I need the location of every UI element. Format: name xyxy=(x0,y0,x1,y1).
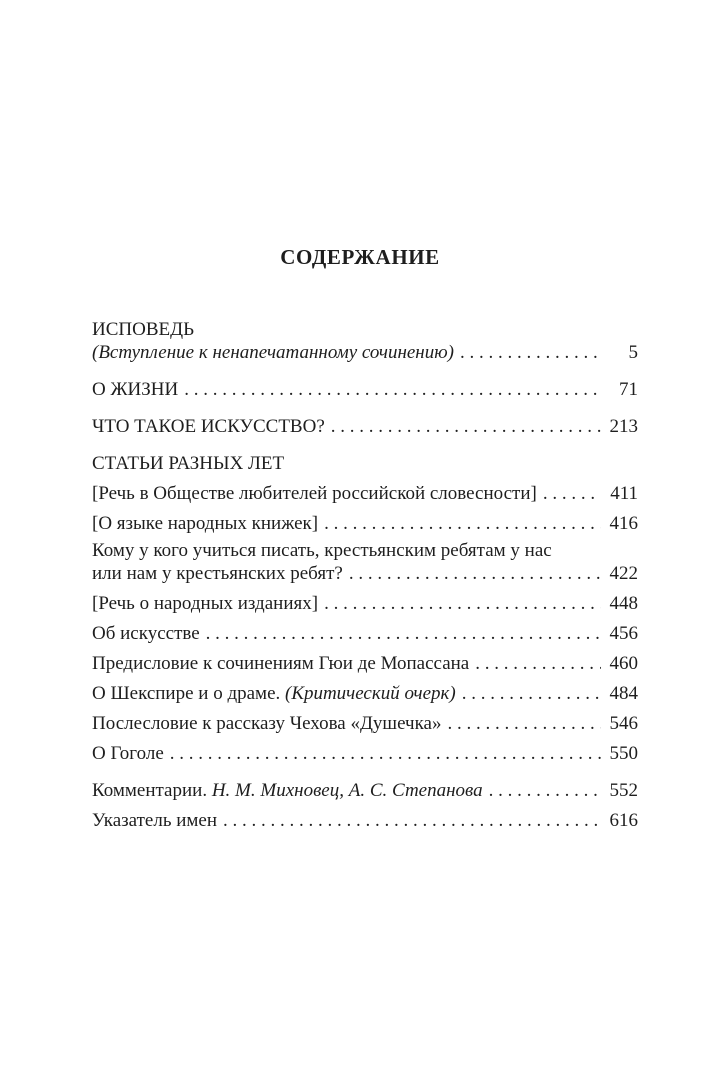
toc-entry-text: [О языке народных книжек] xyxy=(92,513,319,534)
toc-entry-text: Об искусстве xyxy=(92,623,200,644)
toc-entry-text: или нам у крестьянских ребят? xyxy=(92,563,343,584)
toc-entry xyxy=(92,512,638,535)
toc-entry xyxy=(92,378,638,401)
toc-entry xyxy=(92,779,638,802)
toc-entry-title xyxy=(92,482,537,505)
toc-entry xyxy=(92,742,638,765)
toc-entry-title xyxy=(92,378,178,401)
toc-entry-text: О Гоголе xyxy=(92,743,164,764)
table-of-contents xyxy=(92,318,638,832)
toc-entry-text: Послесловие к рассказу Чехова «Душечка» xyxy=(92,713,442,734)
page-number: 546 xyxy=(609,713,638,734)
page-number: 552 xyxy=(609,780,638,801)
toc-entry-text: ИСПОВЕДЬ xyxy=(92,319,194,340)
toc-entry-title xyxy=(92,415,325,438)
dot-leader xyxy=(462,682,601,705)
toc-entry-title xyxy=(92,592,318,615)
toc-entry-title xyxy=(92,622,200,645)
dot-leader xyxy=(475,652,601,675)
toc-entry-italic: Н. М. Михновец, А. С. Степанова xyxy=(207,780,483,801)
page-number: 550 xyxy=(609,743,638,764)
toc-entry-title xyxy=(92,809,217,832)
toc-entry xyxy=(92,809,638,832)
toc-entry-title xyxy=(92,712,441,735)
dot-leader xyxy=(206,622,601,645)
toc-entry xyxy=(92,482,638,505)
toc-entry-title xyxy=(92,452,284,475)
toc-entry xyxy=(92,341,638,364)
toc-entry-text: Комментарии. xyxy=(92,780,208,801)
toc-entry-title xyxy=(92,742,164,765)
toc-entry-text: Кому у кого учиться писать, крестьянским ребятам у нас xyxy=(92,540,552,561)
toc-entry xyxy=(92,592,638,615)
toc-entry xyxy=(92,622,638,645)
toc-entry-italic: (Вступление к ненапечатанному сочинению) xyxy=(92,342,454,363)
toc-entry xyxy=(92,415,638,438)
toc-entry-title xyxy=(92,652,469,675)
toc-entry xyxy=(92,652,638,675)
toc-entry-text: ЧТО ТАКОЕ ИСКУССТВО? xyxy=(92,416,325,437)
toc-entry-title xyxy=(92,318,194,341)
page-number: 5 xyxy=(628,342,638,363)
toc-entry-text: СТАТЬИ РАЗНЫХ ЛЕТ xyxy=(92,453,285,474)
dot-leader xyxy=(447,712,601,735)
toc-entry xyxy=(92,682,638,705)
toc-entry-title xyxy=(92,512,318,535)
page-number: 71 xyxy=(619,379,638,400)
dot-leader xyxy=(324,592,601,615)
page-number: 484 xyxy=(609,683,638,704)
page-number: 411 xyxy=(610,483,638,504)
toc-entry xyxy=(92,562,638,585)
toc-entry xyxy=(92,539,638,562)
toc-entry-text: О Шекспире и о драме. xyxy=(92,683,281,704)
dot-leader xyxy=(543,482,601,505)
dot-leader xyxy=(349,562,601,585)
toc-entry-text: Предисловие к сочинениям Гюи де Мопассана xyxy=(92,653,470,674)
toc-entry-text: [Речь в Обществе любителей российской словесности] xyxy=(92,483,537,504)
toc-entry-title xyxy=(92,682,456,705)
page-number: 213 xyxy=(609,416,638,437)
page-number: 448 xyxy=(609,593,638,614)
toc-section-heading xyxy=(92,452,638,475)
dot-leader xyxy=(460,341,601,364)
toc-entry-text: Указатель имен xyxy=(92,810,218,831)
dot-leader xyxy=(170,742,601,765)
toc-entry xyxy=(92,712,638,735)
toc-entry-title xyxy=(92,562,343,585)
dot-leader xyxy=(184,378,601,401)
page-number: 422 xyxy=(609,563,638,584)
toc-entry-text: [Речь о народных изданиях] xyxy=(92,593,319,614)
page-number: 460 xyxy=(609,653,638,674)
page-number: 416 xyxy=(609,513,638,534)
toc-entry xyxy=(92,318,638,341)
toc-entry-text: О ЖИЗНИ xyxy=(92,379,179,400)
toc-entry-italic: (Критический очерк) xyxy=(280,683,456,704)
dot-leader xyxy=(324,512,601,535)
toc-entry-title xyxy=(92,539,552,562)
dot-leader xyxy=(223,809,601,832)
toc-entry-title xyxy=(92,779,483,802)
dot-leader xyxy=(331,415,601,438)
toc-entry-title xyxy=(92,341,454,364)
page-number: 456 xyxy=(609,623,638,644)
dot-leader xyxy=(489,779,601,802)
page-number: 616 xyxy=(609,810,638,831)
page-title: СОДЕРЖАНИЕ xyxy=(280,245,440,269)
